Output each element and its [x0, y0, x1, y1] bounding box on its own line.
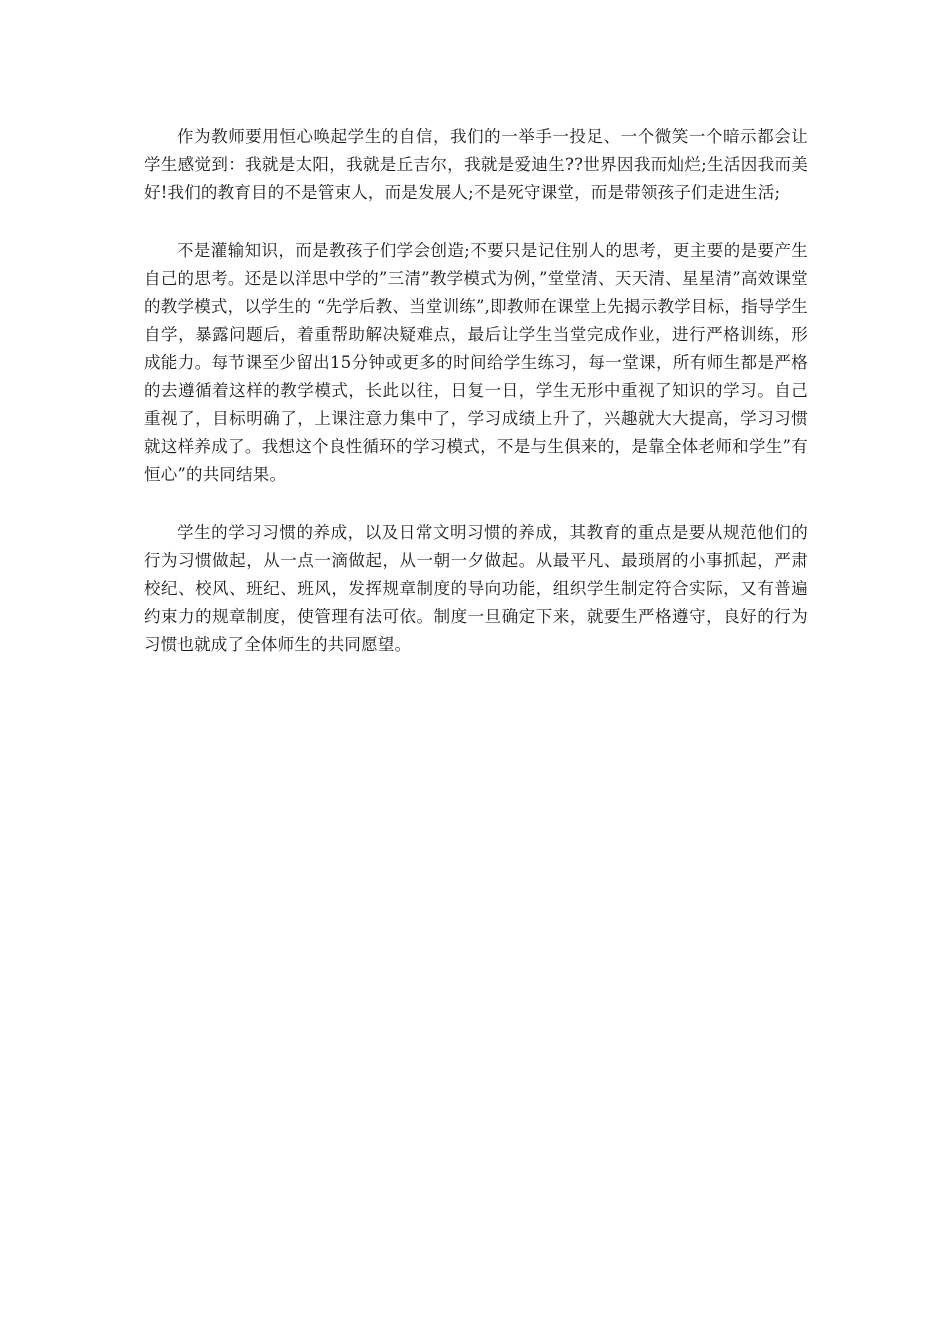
- document-body: [144, 123, 808, 689]
- paragraph-3: 学生的学习习惯的养成，以及日常文明习惯的养成，其教育的重点是要从规范他们的行为习惯做起，从一点一滴做起，从一朝一夕做起。从最平凡、最琐屑的小事抓起，严肃校纪、校风、班纪、班风，发挥规章制度的导向功能，组织学生制定符合实际，又有普遍约束力的规章制度，使管理有法可依。制度一旦确定下来，就要生严格遵守，良好的行为习惯也就成了全体师生的共同愿望。: [144, 523, 808, 654]
- paragraph-1: 作为教师要用恒心唤起学生的自信，我们的一举手一投足、一个微笑一个暗示都会让学生感觉到：我就是太阳，我就是丘吉尔，我就是爱迪生??世界因我而灿烂;生活因我而美好!我们的教育目的不是管束人，而是发展人;不是死守课堂，而是带领孩子们走进生活;: [144, 127, 808, 202]
- paragraph-2: 不是灌输知识，而是教孩子们学会创造;不要只是记住别人的思考，更主要的是要产生自己的思考。还是以洋思中学的”三清”教学模式为例，”堂堂清、天天清、星星清”高效课堂的教学模式，以学生的 “先学后教、当堂训练”,即教师在课堂上先揭示教学目标，指导学生自学，暴露问题后，着重帮助解决疑难点，最后让学生当堂完成作业，进行严格训练，形成能力。每节课至少留出15分钟或更多的时间给学生练习，每一堂课，所有师生都是严格的去遵循着这样的教学模式，长此以往，日复一日，学生无形中重视了知识的学习。自己重视了，目标明确了，上课注意力集中了，学习成绩上升了，兴趣就大大提高，学习习惯就这样养成了。我想这个良性循环的学习模式，不是与生俱来的，是靠全体老师和学生”有恒心”的共同结果。: [144, 241, 808, 484]
